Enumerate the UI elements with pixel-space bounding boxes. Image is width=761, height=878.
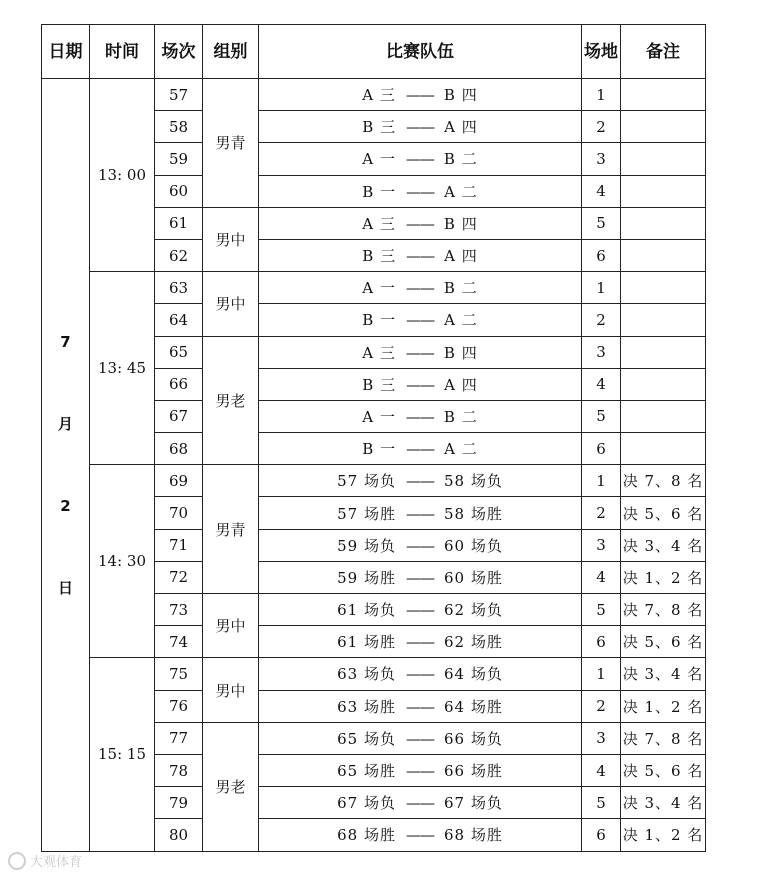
note-cell: 决 3、4 名 bbox=[621, 787, 706, 819]
teams-cell bbox=[259, 304, 582, 336]
time-cell: 15: 15 bbox=[90, 658, 155, 851]
away-team: B 四 bbox=[443, 86, 478, 105]
group-cell: 男中 bbox=[203, 207, 259, 271]
away-team: 58 场负 bbox=[444, 472, 503, 491]
court-cell: 1 bbox=[582, 658, 621, 690]
header-time: 时间 bbox=[90, 25, 155, 79]
court-cell: 1 bbox=[582, 79, 621, 111]
group-cell: 男青 bbox=[203, 465, 259, 594]
teams-cell bbox=[259, 819, 582, 851]
time-cell: 14: 30 bbox=[90, 465, 155, 658]
away-team: 60 场负 bbox=[444, 536, 503, 555]
home-team: A 一 bbox=[362, 407, 396, 426]
versus-separator: —— bbox=[406, 118, 435, 137]
home-team: B 三 bbox=[362, 375, 397, 394]
note-cell bbox=[621, 111, 706, 143]
home-team: B 三 bbox=[362, 118, 397, 137]
versus-separator: —— bbox=[406, 472, 434, 491]
match-no-cell: 76 bbox=[155, 690, 203, 722]
home-team: A 三 bbox=[362, 86, 396, 105]
time-cell: 13: 00 bbox=[90, 79, 155, 272]
teams-cell bbox=[259, 433, 582, 465]
court-cell: 6 bbox=[582, 433, 621, 465]
court-cell: 5 bbox=[582, 207, 621, 239]
match-no-cell: 66 bbox=[155, 368, 203, 400]
away-team: 66 场负 bbox=[444, 729, 503, 748]
home-team: 65 场负 bbox=[337, 729, 396, 748]
teams-cell bbox=[259, 79, 582, 111]
away-team: 67 场负 bbox=[444, 794, 503, 813]
match-no-cell: 58 bbox=[155, 111, 203, 143]
away-team: 62 场胜 bbox=[444, 633, 503, 652]
group-cell: 男老 bbox=[203, 336, 259, 465]
away-team: B 四 bbox=[443, 343, 478, 362]
teams-cell bbox=[259, 336, 582, 368]
court-cell: 6 bbox=[582, 626, 621, 658]
home-team: 61 场胜 bbox=[337, 633, 396, 652]
match-no-cell: 64 bbox=[155, 304, 203, 336]
versus-separator: —— bbox=[406, 311, 435, 330]
match-no-cell: 80 bbox=[155, 819, 203, 851]
versus-separator: —— bbox=[406, 665, 434, 684]
note-cell bbox=[621, 239, 706, 271]
match-no-cell: 60 bbox=[155, 175, 203, 207]
teams-cell bbox=[259, 465, 582, 497]
versus-separator: —— bbox=[406, 247, 435, 266]
home-team: A 一 bbox=[362, 279, 396, 298]
group-cell: 男老 bbox=[203, 722, 259, 851]
teams-cell bbox=[259, 529, 582, 561]
court-cell: 2 bbox=[582, 304, 621, 336]
versus-separator: —— bbox=[406, 697, 434, 716]
match-no-cell: 71 bbox=[155, 529, 203, 561]
watermark bbox=[8, 851, 82, 870]
note-cell: 决 1、2 名 bbox=[621, 819, 706, 851]
home-team: B 一 bbox=[362, 182, 397, 201]
teams-cell bbox=[259, 497, 582, 529]
match-no-cell: 68 bbox=[155, 433, 203, 465]
away-team: 64 场负 bbox=[444, 665, 503, 684]
home-team: 59 场负 bbox=[337, 536, 396, 555]
group-cell: 男中 bbox=[203, 272, 259, 336]
court-cell: 4 bbox=[582, 754, 621, 786]
match-no-cell: 59 bbox=[155, 143, 203, 175]
home-team: B 一 bbox=[362, 440, 397, 459]
home-team: 68 场胜 bbox=[337, 826, 396, 845]
note-cell: 决 7、8 名 bbox=[621, 465, 706, 497]
home-team: 59 场胜 bbox=[337, 568, 396, 587]
schedule-table bbox=[41, 24, 706, 852]
versus-separator: —— bbox=[406, 601, 434, 620]
note-cell: 决 5、6 名 bbox=[621, 754, 706, 786]
note-cell bbox=[621, 400, 706, 432]
versus-separator: —— bbox=[405, 214, 434, 233]
match-no-cell: 63 bbox=[155, 272, 203, 304]
match-no-cell: 62 bbox=[155, 239, 203, 271]
teams-cell bbox=[259, 368, 582, 400]
note-cell bbox=[621, 368, 706, 400]
teams-cell bbox=[259, 626, 582, 658]
teams-cell bbox=[259, 143, 582, 175]
match-no-cell: 77 bbox=[155, 722, 203, 754]
versus-separator: —— bbox=[406, 182, 435, 201]
match-no-cell: 61 bbox=[155, 207, 203, 239]
away-team: B 四 bbox=[443, 214, 478, 233]
header-court: 场地 bbox=[582, 25, 621, 79]
note-cell: 决 5、6 名 bbox=[621, 626, 706, 658]
court-cell: 3 bbox=[582, 143, 621, 175]
note-cell bbox=[621, 433, 706, 465]
teams-cell bbox=[259, 400, 582, 432]
court-cell: 3 bbox=[582, 529, 621, 561]
header-teams: 比赛队伍 bbox=[259, 25, 582, 79]
home-team: A 三 bbox=[362, 214, 396, 233]
home-team: 63 场负 bbox=[337, 665, 396, 684]
teams-cell bbox=[259, 754, 582, 786]
away-team: B 二 bbox=[443, 407, 478, 426]
court-cell: 3 bbox=[582, 722, 621, 754]
versus-separator: —— bbox=[405, 150, 434, 169]
versus-separator: —— bbox=[406, 568, 434, 587]
note-cell bbox=[621, 304, 706, 336]
home-team: 65 场胜 bbox=[337, 762, 396, 781]
away-team: 58 场胜 bbox=[444, 504, 503, 523]
note-cell: 决 1、2 名 bbox=[621, 690, 706, 722]
teams-cell bbox=[259, 658, 582, 690]
versus-separator: —— bbox=[406, 633, 434, 652]
header-group: 组别 bbox=[203, 25, 259, 79]
versus-separator: —— bbox=[406, 794, 434, 813]
versus-separator: —— bbox=[406, 729, 434, 748]
home-team: 57 场负 bbox=[337, 472, 396, 491]
teams-cell bbox=[259, 111, 582, 143]
court-cell: 2 bbox=[582, 111, 621, 143]
match-no-cell: 72 bbox=[155, 561, 203, 593]
teams-cell bbox=[259, 787, 582, 819]
teams-cell bbox=[259, 239, 582, 271]
teams-cell bbox=[259, 722, 582, 754]
court-cell: 3 bbox=[582, 336, 621, 368]
home-team: 67 场负 bbox=[337, 794, 396, 813]
table-row bbox=[42, 658, 706, 690]
versus-separator: —— bbox=[406, 440, 435, 459]
court-cell: 5 bbox=[582, 787, 621, 819]
teams-cell bbox=[259, 272, 582, 304]
match-no-cell: 73 bbox=[155, 594, 203, 626]
versus-separator: —— bbox=[406, 826, 434, 845]
home-team: 63 场胜 bbox=[337, 697, 396, 716]
group-cell: 男中 bbox=[203, 594, 259, 658]
court-cell: 6 bbox=[582, 819, 621, 851]
away-team: A 二 bbox=[444, 440, 478, 459]
note-cell bbox=[621, 175, 706, 207]
versus-separator: —— bbox=[406, 504, 434, 523]
home-team: A 一 bbox=[362, 150, 396, 169]
home-team: 61 场负 bbox=[337, 601, 396, 620]
note-cell: 决 3、4 名 bbox=[621, 529, 706, 561]
court-cell: 1 bbox=[582, 465, 621, 497]
versus-separator: —— bbox=[406, 536, 434, 555]
court-cell: 2 bbox=[582, 497, 621, 529]
away-team: A 二 bbox=[444, 182, 478, 201]
versus-separator: —— bbox=[406, 762, 434, 781]
away-team: B 二 bbox=[443, 150, 478, 169]
versus-separator: —— bbox=[406, 375, 435, 394]
table-row bbox=[42, 465, 706, 497]
note-cell: 决 1、2 名 bbox=[621, 561, 706, 593]
match-no-cell: 65 bbox=[155, 336, 203, 368]
court-cell: 5 bbox=[582, 594, 621, 626]
watermark-text: 大观体育 bbox=[30, 855, 83, 870]
header-note: 备注 bbox=[621, 25, 706, 79]
versus-separator: —— bbox=[405, 279, 434, 298]
note-cell bbox=[621, 336, 706, 368]
teams-cell bbox=[259, 207, 582, 239]
teams-cell bbox=[259, 690, 582, 722]
note-cell: 决 3、4 名 bbox=[621, 658, 706, 690]
match-no-cell: 70 bbox=[155, 497, 203, 529]
note-cell bbox=[621, 272, 706, 304]
schedule-body bbox=[42, 79, 706, 852]
away-team: 62 场负 bbox=[444, 601, 503, 620]
note-cell: 决 7、8 名 bbox=[621, 722, 706, 754]
table-row bbox=[42, 79, 706, 111]
away-team: A 四 bbox=[444, 118, 478, 137]
group-cell: 男青 bbox=[203, 79, 259, 208]
court-cell: 5 bbox=[582, 400, 621, 432]
court-cell: 6 bbox=[582, 239, 621, 271]
date-month-unit: 月 bbox=[57, 414, 73, 433]
header-match-no: 场次 bbox=[155, 25, 203, 79]
watermark-logo-icon bbox=[8, 852, 26, 870]
date-day-unit: 日 bbox=[57, 578, 73, 597]
teams-cell bbox=[259, 594, 582, 626]
away-team: A 二 bbox=[444, 311, 478, 330]
away-team: 68 场胜 bbox=[444, 826, 503, 845]
match-no-cell: 69 bbox=[155, 465, 203, 497]
home-team: B 一 bbox=[362, 311, 397, 330]
court-cell: 1 bbox=[582, 272, 621, 304]
group-cell: 男中 bbox=[203, 658, 259, 722]
away-team: 60 场胜 bbox=[444, 568, 503, 587]
match-no-cell: 57 bbox=[155, 79, 203, 111]
versus-separator: —— bbox=[405, 343, 434, 362]
date-month: 7 bbox=[60, 332, 71, 351]
match-no-cell: 74 bbox=[155, 626, 203, 658]
away-team: B 二 bbox=[443, 279, 478, 298]
away-team: A 四 bbox=[444, 247, 478, 266]
note-cell: 决 7、8 名 bbox=[621, 594, 706, 626]
match-no-cell: 75 bbox=[155, 658, 203, 690]
versus-separator: —— bbox=[405, 407, 434, 426]
match-no-cell: 78 bbox=[155, 754, 203, 786]
teams-cell bbox=[259, 561, 582, 593]
note-cell bbox=[621, 207, 706, 239]
home-team: A 三 bbox=[362, 343, 396, 362]
header-date: 日期 bbox=[42, 25, 90, 79]
court-cell: 4 bbox=[582, 175, 621, 207]
time-cell: 13: 45 bbox=[90, 272, 155, 465]
note-cell bbox=[621, 79, 706, 111]
court-cell: 2 bbox=[582, 690, 621, 722]
table-row bbox=[42, 272, 706, 304]
teams-cell bbox=[259, 175, 582, 207]
away-team: 64 场胜 bbox=[444, 697, 503, 716]
home-team: B 三 bbox=[362, 247, 397, 266]
header-row bbox=[42, 25, 706, 79]
court-cell: 4 bbox=[582, 561, 621, 593]
date-day: 2 bbox=[60, 496, 71, 515]
match-no-cell: 79 bbox=[155, 787, 203, 819]
date-cell bbox=[42, 79, 90, 852]
note-cell bbox=[621, 143, 706, 175]
away-team: A 四 bbox=[444, 375, 478, 394]
note-cell: 决 5、6 名 bbox=[621, 497, 706, 529]
versus-separator: —— bbox=[405, 86, 434, 105]
court-cell: 4 bbox=[582, 368, 621, 400]
away-team: 66 场胜 bbox=[444, 762, 503, 781]
home-team: 57 场胜 bbox=[337, 504, 396, 523]
match-no-cell: 67 bbox=[155, 400, 203, 432]
